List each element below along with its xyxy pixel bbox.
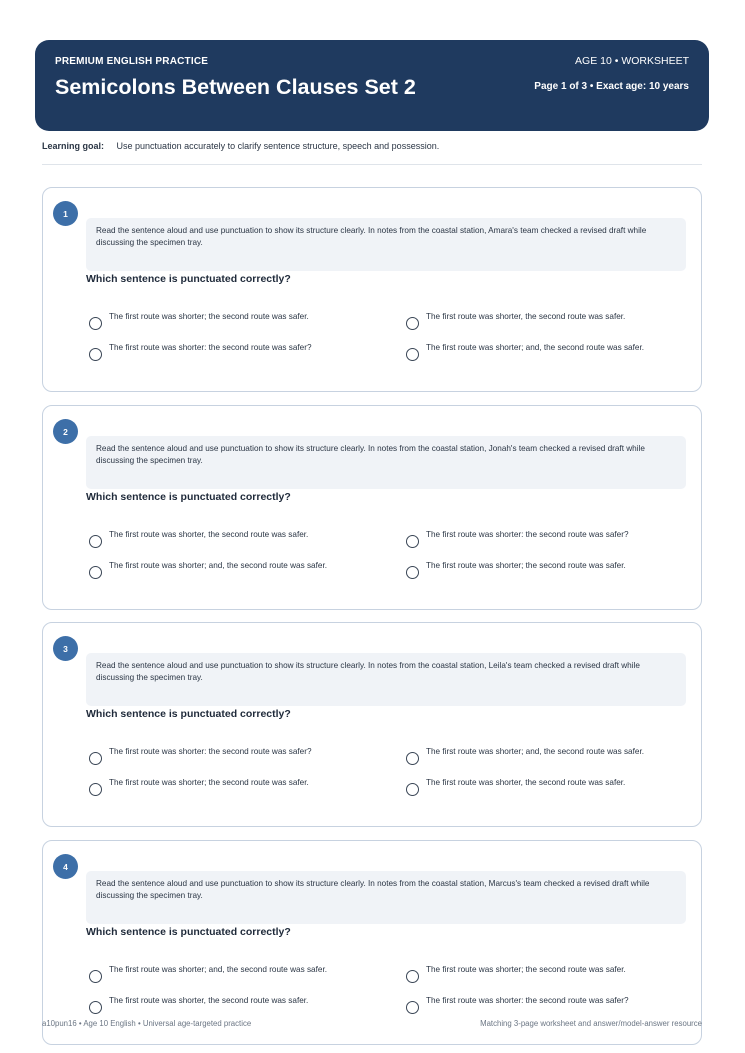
question-text: Which sentence is punctuated correctly?: [86, 273, 291, 285]
footer-right: Matching 3-page worksheet and answer/model-answer resource: [480, 1019, 702, 1028]
option-label: The first route was shorter, the second route was safer.: [426, 778, 626, 787]
radio-button[interactable]: [89, 566, 102, 579]
question-card-1: [42, 187, 702, 392]
worksheet-title: Semicolons Between Clauses Set 2: [55, 75, 416, 99]
question-card-3: [42, 622, 702, 827]
radio-button[interactable]: [89, 535, 102, 548]
radio-button[interactable]: [89, 348, 102, 361]
option-label: The first route was shorter: the second route was safer?: [109, 747, 312, 756]
question-card-2: [42, 405, 702, 610]
answer-option[interactable]: [406, 561, 706, 585]
radio-button[interactable]: [406, 348, 419, 361]
question-number-badge: 1: [53, 201, 78, 226]
radio-button[interactable]: [89, 970, 102, 983]
question-number-badge: 4: [53, 854, 78, 879]
question-prompt: Read the sentence aloud and use punctuation to show its structure clearly. In notes from the coastal station, Amara's team checked a revised draft while discussing the specimen tray.: [86, 218, 686, 271]
radio-button[interactable]: [406, 783, 419, 796]
answer-option[interactable]: [406, 530, 706, 554]
radio-button[interactable]: [406, 566, 419, 579]
radio-button[interactable]: [406, 970, 419, 983]
question-prompt: Read the sentence aloud and use punctuation to show its structure clearly. In notes from the coastal station, Jonah's team checked a revised draft while discussing the specimen tray.: [86, 436, 686, 489]
radio-button[interactable]: [406, 317, 419, 330]
learning-goal-label: Learning goal:: [42, 141, 105, 151]
option-label: The first route was shorter, the second route was safer.: [109, 530, 309, 539]
option-label: The first route was shorter; the second route was safer.: [426, 965, 626, 974]
brand-label: PREMIUM ENGLISH PRACTICE: [55, 56, 209, 67]
answer-option[interactable]: [89, 778, 389, 802]
option-label: The first route was shorter; the second route was safer.: [109, 312, 309, 321]
option-label: The first route was shorter; and, the second route was safer.: [109, 965, 327, 974]
question-text: Which sentence is punctuated correctly?: [86, 708, 291, 720]
answer-option[interactable]: [89, 343, 389, 367]
radio-button[interactable]: [89, 783, 102, 796]
question-prompt: Read the sentence aloud and use punctuation to show its structure clearly. In notes from the coastal station, Marcus's team checked a revised draft while discussing the specimen tray.: [86, 871, 686, 924]
radio-button[interactable]: [406, 1001, 419, 1014]
option-label: The first route was shorter: the second route was safer?: [426, 530, 629, 539]
option-label: The first route was shorter: the second route was safer?: [426, 996, 629, 1005]
option-label: The first route was shorter; and, the second route was safer.: [426, 343, 644, 352]
radio-button[interactable]: [89, 752, 102, 765]
radio-button[interactable]: [89, 317, 102, 330]
answer-option[interactable]: [89, 747, 389, 771]
option-label: The first route was shorter; and, the second route was safer.: [109, 561, 327, 570]
question-prompt: Read the sentence aloud and use punctuation to show its structure clearly. In notes from the coastal station, Leila's team checked a revised draft while discussing the specimen tray.: [86, 653, 686, 706]
learning-goal-text: Use punctuation accurately to clarify sentence structure, speech and possession.: [116, 141, 440, 151]
page-info: Page 1 of 3 • Exact age: 10 years: [534, 81, 689, 92]
age-worksheet-tag: AGE 10 • WORKSHEET: [575, 55, 689, 67]
radio-button[interactable]: [406, 535, 419, 548]
radio-button[interactable]: [89, 1001, 102, 1014]
answer-option[interactable]: [406, 343, 706, 367]
answer-option[interactable]: [89, 965, 389, 989]
worksheet-header: [35, 40, 709, 131]
answer-option[interactable]: [406, 747, 706, 771]
answer-option[interactable]: [89, 312, 389, 336]
question-card-4: [42, 840, 702, 1045]
answer-option[interactable]: [406, 965, 706, 989]
learning-goal: [42, 141, 439, 151]
divider: [42, 164, 702, 165]
answer-option[interactable]: [89, 996, 389, 1020]
question-text: Which sentence is punctuated correctly?: [86, 926, 291, 938]
answer-option[interactable]: [406, 778, 706, 802]
question-text: Which sentence is punctuated correctly?: [86, 491, 291, 503]
question-number-badge: 3: [53, 636, 78, 661]
answer-option[interactable]: [89, 561, 389, 585]
question-number-badge: 2: [53, 419, 78, 444]
option-label: The first route was shorter: the second route was safer?: [109, 343, 312, 352]
option-label: The first route was shorter, the second route was safer.: [109, 996, 309, 1005]
option-label: The first route was shorter; the second route was safer.: [109, 778, 309, 787]
radio-button[interactable]: [406, 752, 419, 765]
option-label: The first route was shorter; the second route was safer.: [426, 561, 626, 570]
option-label: The first route was shorter, the second route was safer.: [426, 312, 626, 321]
answer-option[interactable]: [406, 996, 706, 1020]
answer-option[interactable]: [89, 530, 389, 554]
option-label: The first route was shorter; and, the second route was safer.: [426, 747, 644, 756]
answer-option[interactable]: [406, 312, 706, 336]
footer-left: a10pun16 • Age 10 English • Universal age-targeted practice: [42, 1019, 252, 1028]
